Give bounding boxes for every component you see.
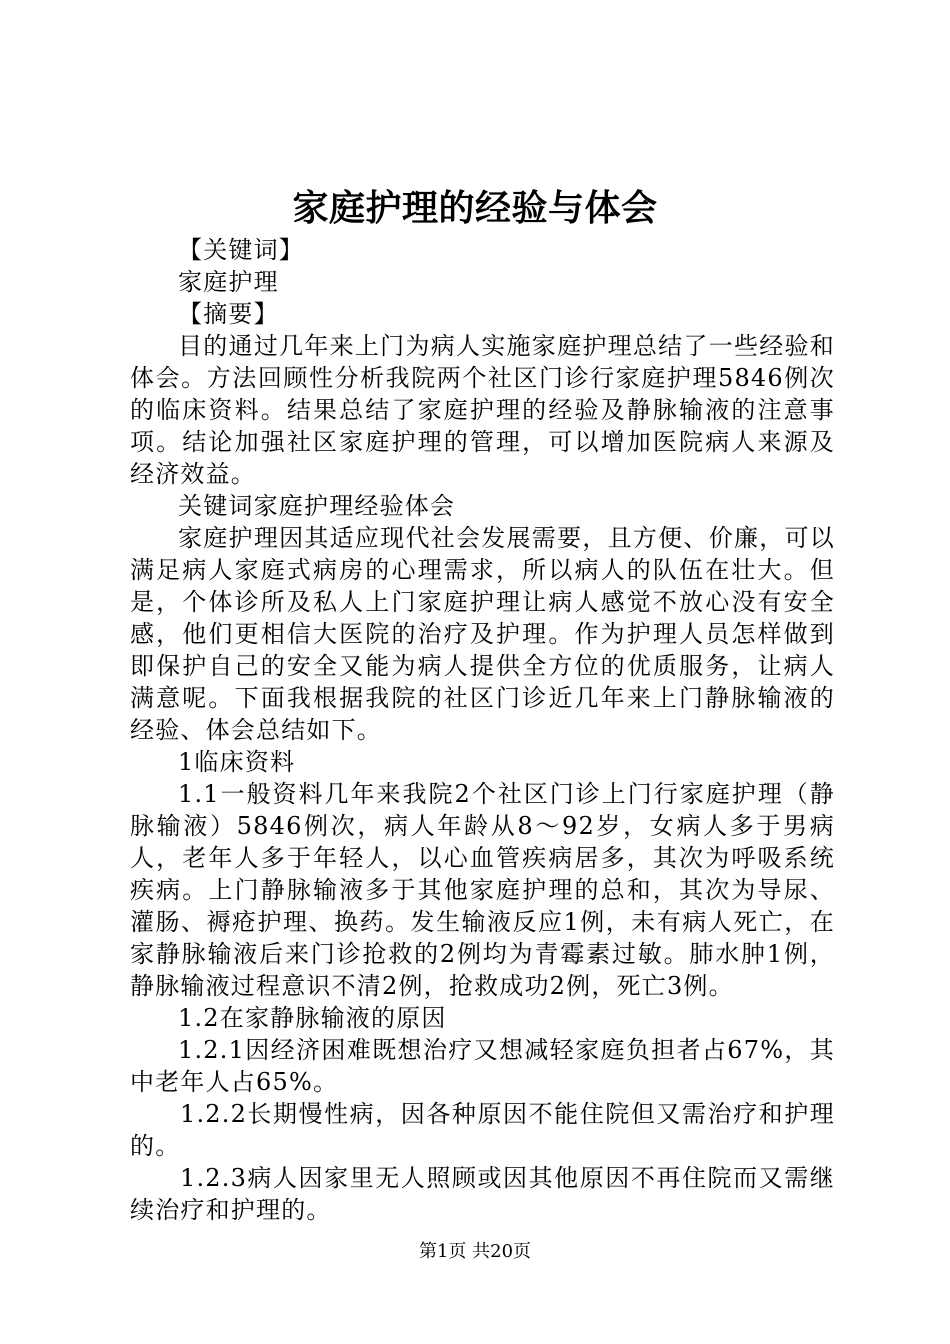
keywords-heading: 【关键词】 <box>178 236 304 264</box>
keywords-text: 家庭护理 <box>178 268 279 296</box>
section-1-2-1-paragraph: 1.2.1因经济困难既想治疗又想减轻家庭负担者占67%，其中老年人占65%。 <box>130 1036 835 1096</box>
intro-paragraph: 家庭护理因其适应现代社会发展需要，且方便、价廉，可以满足病人家庭式病房的心理需求，所以病人的队伍在壮大。但是，个体诊所及私人上门家庭护理让病人感觉不放心没有安全感，他们更相信大医院的治疗及护理。作为护理人员怎样做到即保护自己的安全又能为病人提供全方位的优质服务，让病人满意呢。下面我根据我院的社区门诊近几年来上门静脉输液的经验、体会总结如下。 <box>130 524 835 744</box>
abstract-heading: 【摘要】 <box>178 300 279 328</box>
document-title: 家庭护理的经验与体会 <box>292 187 658 229</box>
page-number-footer: 第1页 共20页 <box>418 1241 532 1262</box>
document-body <box>130 234 835 1226</box>
section-1-1-paragraph: 1.1一般资料几年来我院2个社区门诊上门行家庭护理（静脉输液）5846例次，病人年龄从8～92岁，女病人多于男病人，老年人多于年轻人，以心血管疾病居多，其次为呼吸系统疾病。上门静脉输液多于其他家庭护理的总和，其次为导尿、灌肠、褥疮护理、换药。发生输液反应1例，未有病人死亡，在家静脉输液后来门诊抢救的2例均为青霉素过敏。肺水肿1例，静脉输液过程意识不清2例，抢救成功2例，死亡3例。 <box>130 780 835 1000</box>
keywords-line: 关键词家庭护理经验体会 <box>178 492 456 520</box>
section-1-2-2-paragraph: 1.2.2长期慢性病，因各种原因不能住院但又需治疗和护理的。 <box>130 1100 835 1160</box>
section-heading-1: 1临床资料 <box>178 748 296 776</box>
abstract-paragraph: 目的通过几年来上门为病人实施家庭护理总结了一些经验和体会。方法回顾性分析我院两个社区门诊行家庭护理5846例次的临床资料。结果总结了家庭护理的经验及静脉输液的注意事项。结论加强社区家庭护理的管理，可以增加医院病人来源及经济效益。 <box>130 332 835 488</box>
section-1-2-3-paragraph: 1.2.3病人因家里无人照顾或因其他原因不再住院而又需继续治疗和护理的。 <box>130 1164 835 1224</box>
section-heading-1-2: 1.2在家静脉输液的原因 <box>178 1004 447 1032</box>
